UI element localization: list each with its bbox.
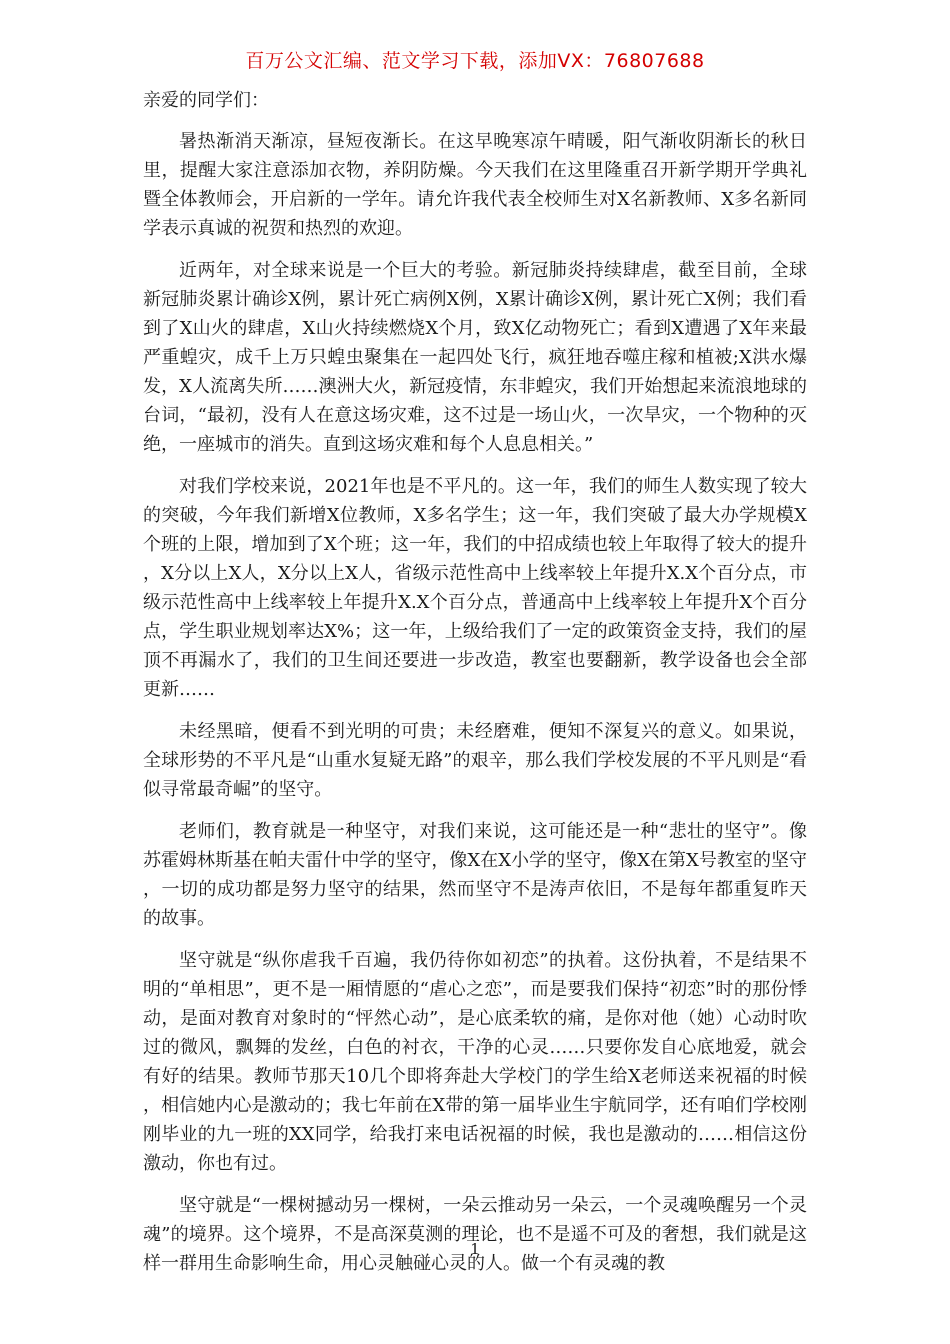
paragraph-2: 近两年，对全球来说是一个巨大的考验。新冠肺炎持续肆虐，截至目前，全球新冠肺炎累计确诊X例，累计死亡病例X例，X累计确诊X例，累计死亡X例；我们看到了X山火的肆虐，X山火持续燃烧X个月，致X亿动物死亡；看到X遭遇了X年来最严重蝗灾，成千上万只蝗虫聚集在一起四处飞行，疯狂地吞噬庄稼和植被;X洪水爆发，X人流离失所……澳洲大火，新冠疫情，东非蝗灾，我们开始想起来流浪地球的台词，“最初，没有人在意这场灾难，这不过是一场山火，一次旱灾，一个物种的灭绝，一座城市的消失。直到这场灾难和每个人息息相关。” — [143, 260, 807, 455]
paragraph-4: 未经黑暗，便看不到光明的可贵；未经磨难，便知不深复兴的意义。如果说，全球形势的不平凡是“山重水复疑无路”的艰辛，那么我们学校发展的不平凡则是“看似寻常最奇崛”的坚守。 — [143, 721, 807, 800]
salutation: 亲爱的同学们： — [143, 90, 269, 111]
paragraph-5: 老师们，教育就是一种坚守，对我们来说，这可能还是一种“悲壮的坚守”。像苏霍姆林斯基在帕夫雷什中学的坚守，像X在X小学的坚守，像X在第X号教室的坚守，一切的成功都是努力坚守的结果，然而坚守不是涛声依旧，不是每年都重复昨天的故事。 — [143, 821, 807, 929]
header-banner: 百万公文汇编、范文学习下载，添加VX：76807688 — [245, 50, 705, 72]
paragraph-7: 坚守就是“一棵树撼动另一棵树，一朵云推动另一朵云，一个灵魂唤醒另一个灵魂”的境界。这个境界，不是高深莫测的理论，也不是遥不可及的奢想，我们就是这样一群用生命影响生命，用心灵触碰心灵的人。做一个有灵魂的教 — [143, 1195, 807, 1274]
document-body — [143, 86, 807, 1291]
paragraph-1: 暑热渐消天渐凉，昼短夜渐长。在这早晚寒凉午晴暖，阳气渐收阴渐长的秋日里，提醒大家注意添加衣物，养阴防燥。今天我们在这里隆重召开新学期开学典礼暨全体教师会，开启新的一学年。请允许我代表全校师生对X名新教师、X多名新同学表示真诚的祝贺和热烈的欢迎。 — [143, 131, 807, 239]
paragraph-3: 对我们学校来说，2021年也是不平凡的。这一年，我们的师生人数实现了较大的突破，今年我们新增X位教师，X多名学生；这一年，我们突破了最大办学规模X个班的上限，增加到了X个班；这一年，我们的中招成绩也较上年取得了较大的提升，X分以上X人，X分以上X人，省级示范性高中上线率较上年提升X.X个百分点，市级示范性高中上线率较上年提升X.X个百分点，普通高中上线率较上年提升X个百分点，学生职业规划率达X%；这一年，上级给我们了一定的政策资金支持，我们的屋顶不再漏水了，我们的卫生间还要进一步改造，教室也要翻新，教学设备也会全部更新…… — [143, 476, 807, 700]
paragraph-6: 坚守就是“纵你虐我千百遍，我仍待你如初恋”的执着。这份执着，不是结果不明的“单相思”，更不是一厢情愿的“虐心之恋”，而是要我们保持“初恋”时的那份悸动，是面对教育对象时的“怦然心动”，是心底柔软的痛，是你对他（她）心动时吹过的微风，飘舞的发丝，白色的衬衣，干净的心灵……只要你发自心底地爱，就会有好的结果。教师节那天10几个即将奔赴大学校门的学生给X老师送来祝福的时候，相信她内心是激动的；我七年前在X带的第一届毕业生宇航同学，还有咱们学校刚刚毕业的九一班的XX同学，给我打来电话祝福的时候，我也是激动的……相信这份激动，你也有过。 — [143, 950, 807, 1174]
page-number: 1 — [470, 1240, 480, 1258]
